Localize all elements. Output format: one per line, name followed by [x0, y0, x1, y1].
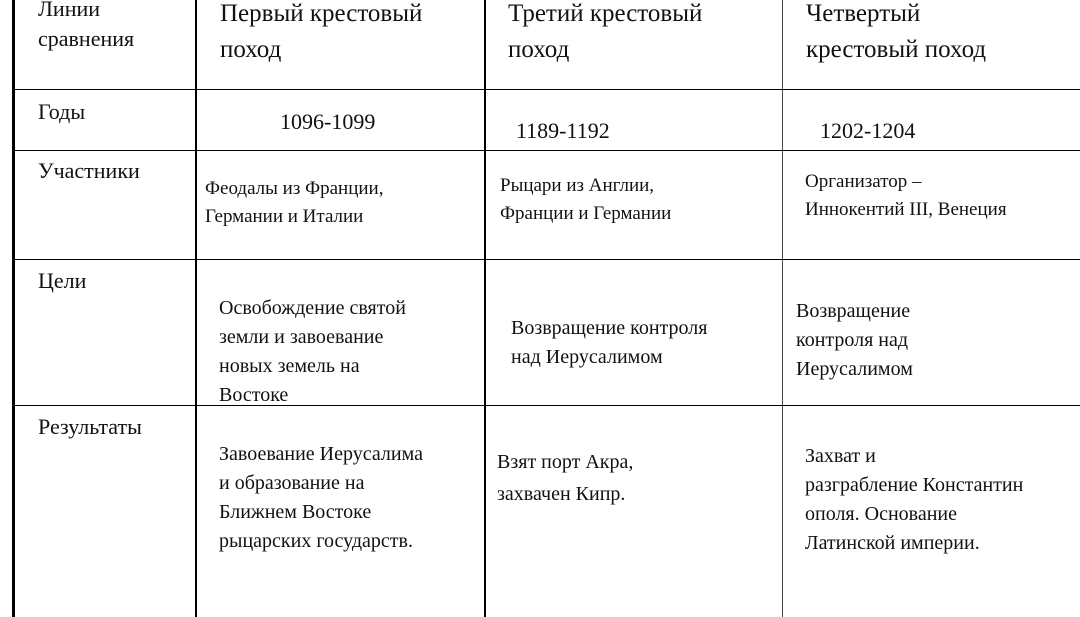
- row-divider-participants: [12, 259, 1080, 260]
- years-first-crusade: 1096-1099: [280, 109, 376, 134]
- column-divider-3: [782, 0, 783, 617]
- header-fourth-crusade: Четвертый крестовый поход: [806, 0, 987, 63]
- row-divider-goals: [12, 405, 1080, 406]
- row-label-goals: Цели: [38, 268, 87, 293]
- header-first-crusade: Первый крестовый поход: [220, 0, 423, 63]
- row-label-years: Годы: [38, 99, 86, 124]
- results-fourth-crusade: Захват и разграбление Константин ополя. Основание Латинской империи.: [805, 445, 1024, 554]
- goals-third-crusade: Возвращение контроля над Иерусалимом: [511, 317, 708, 368]
- column-divider-1: [195, 0, 197, 617]
- goals-first-crusade: Освобождение святой земли и завоевание новых земель на Востоке: [219, 297, 406, 406]
- row-divider-years: [12, 150, 1080, 151]
- participants-first-crusade: Феодалы из Франции, Германии и Италии: [205, 178, 384, 227]
- row-label-results: Результаты: [38, 414, 142, 439]
- participants-fourth-crusade: Организатор – Иннокентий III, Венеция: [805, 171, 1007, 220]
- column-divider-2: [484, 0, 486, 617]
- years-third-crusade: 1189-1192: [516, 118, 610, 143]
- table-border-left: [12, 0, 15, 617]
- goals-fourth-crusade: Возвращение контроля над Иерусалимом: [796, 300, 913, 380]
- row-label-participants: Участники: [38, 158, 140, 183]
- participants-third-crusade: Рыцари из Англии, Франции и Германии: [500, 175, 672, 224]
- header-comparison-lines: Линии сравнения: [38, 0, 135, 51]
- years-fourth-crusade: 1202-1204: [820, 118, 916, 143]
- row-divider-header: [12, 89, 1080, 90]
- results-third-crusade: Взят порт Акра, захвачен Кипр.: [497, 451, 634, 505]
- results-first-crusade: Завоевание Иерусалима и образование на Ближнем Востоке рыцарских государств.: [219, 443, 423, 552]
- header-third-crusade: Третий крестовый поход: [508, 0, 703, 63]
